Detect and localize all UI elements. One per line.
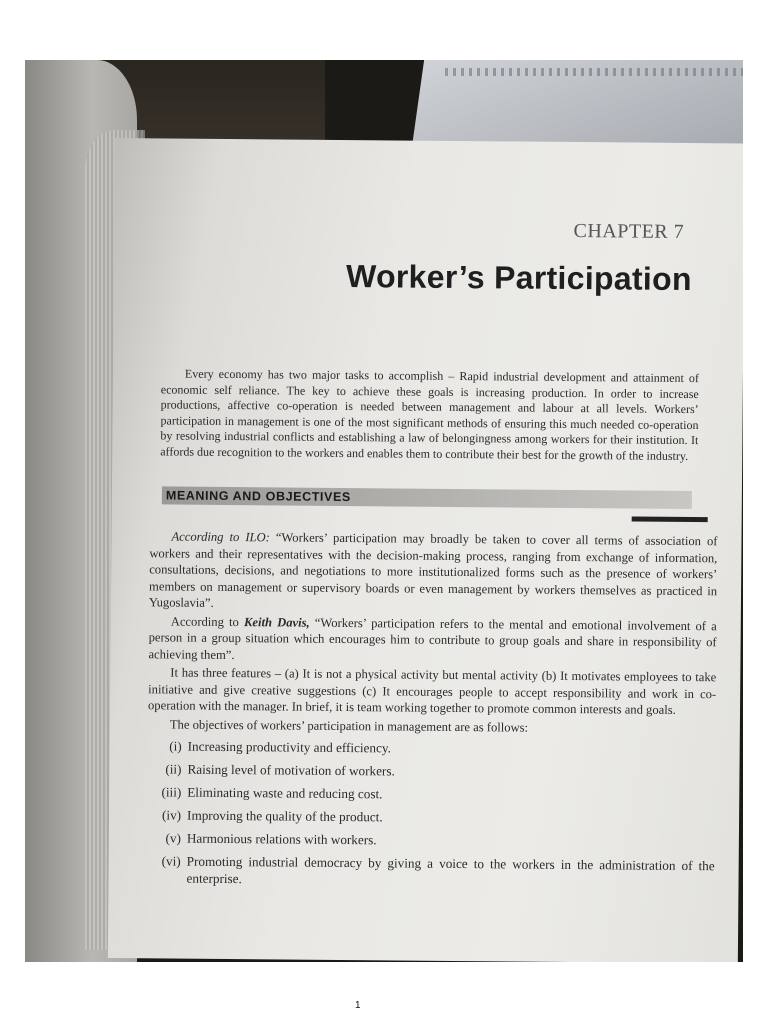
objective-number: (i) — [169, 738, 182, 754]
davis-text: “Workers’ participation refers to the mental and emotional involvement of a person in a group situation which encourages him to contribute to group goals and share in responsibility of achieving them”. — [148, 615, 717, 662]
book-page — [108, 138, 743, 962]
objective-number: (iv) — [161, 807, 182, 823]
objectives-list — [146, 734, 715, 891]
objective-text: Increasing productivity and efficiency. — [187, 738, 391, 756]
davis-pre: According to — [170, 614, 245, 629]
objectives-intro: The objectives of workers’ participation in management are as follows: — [169, 717, 529, 735]
book-photo — [25, 60, 743, 962]
objective-text: Eliminating waste and reducing cost. — [187, 784, 383, 802]
section-rule — [632, 517, 708, 523]
page-number: 1 — [355, 1000, 361, 1011]
objective-text: Harmonious relations with workers. — [186, 830, 377, 848]
intro-paragraph: Every economy has two major tasks to accomplish – Rapid industrial development and attainment of economic self reliance. The key to achieve these goals is increasing production. In order to increase productions, affective co-operation is needed between management and labour at all levels. Workers’ participation in management is one of the most significant methods of ensuring this much needed co-operation by resolving industrial conflicts and establishing a law of belongingness among workers for their institution. It affords due recognition to the workers and enables them to contribute their best for the growth of the industry. — [160, 366, 699, 463]
ilo-text: “Workers’ participation may broadly be taken to cover all terms of association of workers and their representatives with the decision-making process, ranging from exchange of information, consultations, decisions, and negotiations to more institutionalized forms such as the presence of workers’ members on management or supervisory boards or even management by workers themselves as practiced in Yugoslavia”. — [148, 530, 718, 610]
ilo-lead: According to ILO: — [171, 529, 270, 545]
chapter-label: CHAPTER 7 — [573, 220, 685, 243]
davis-name: Keith Davis, — [243, 614, 310, 630]
objective-number: (iii) — [161, 784, 182, 800]
ilo-definition — [149, 528, 718, 615]
objective-number: (v) — [165, 830, 181, 846]
features-paragraph: It has three features – (a) It is not a physical activity but mental activity (b) It motivates employees to take initiative and give creative suggestions (c) It encourages people to accept responsibility and work in co-operation with the manager. In brief, it is team working together to promote common interests and goals. — [147, 665, 717, 717]
section-heading-bar — [162, 486, 692, 509]
objective-number: (ii) — [165, 761, 182, 777]
section-heading: MEANING AND OBJECTIVES — [165, 488, 351, 505]
objective-text: Raising level of motivation of workers. — [187, 761, 395, 779]
objective-text: Improving the quality of the product. — [187, 807, 383, 825]
objective-text: Promoting industrial democracy by giving a voice to the workers in the administration of the enterprise. — [186, 853, 715, 887]
objective-number: (vi) — [161, 853, 181, 869]
objective-item — [146, 849, 714, 891]
chapter-title: Worker’s Participation — [345, 258, 692, 298]
body-text — [146, 528, 717, 891]
notebook-spiral — [445, 68, 743, 76]
davis-definition — [148, 613, 716, 667]
